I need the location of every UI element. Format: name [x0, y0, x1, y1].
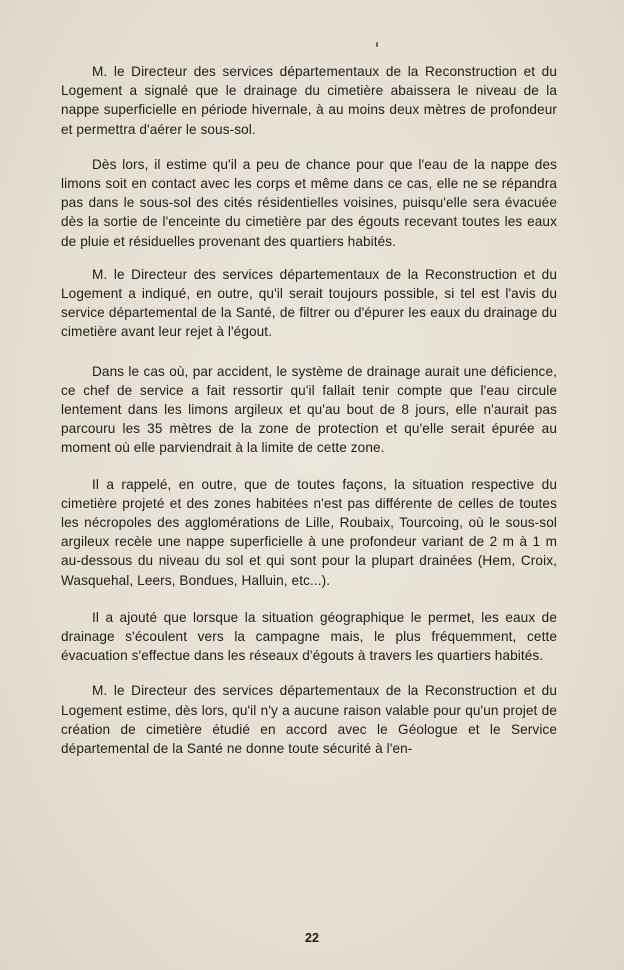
paragraph-5: Il a rappelé, en outre, que de toutes façons, la situation respective du cimetière projeté et des zones habitées n'est pas différente de celles de toutes les nécropoles des agglomérations de Lille, Roubaix, Tourcoing, où le sous-sol argileux recèle une nappe superficielle à une profondeur variant de 2 m à 1 m au-dessous du niveau du sol et qui sont pour la plupart drainées (Hem, Croix, Wasquehal, Leers, Bondues, Halluin, etc...). [61, 476, 557, 588]
paragraph-7: M. le Directeur des services départementaux de la Reconstruction et du Logement estime, dès lors, qu'il n'y a aucune raison valable pour qu'un projet de création de cimetière étudié en accord avec le Géologue et le Service départemental de la Santé ne donne toute sécurité à l'en- [61, 683, 557, 757]
paragraph-3: M. le Directeur des services départementaux de la Reconstruction et du Logement a indiqué, en outre, qu'il serait toujours possible, si tel est l'avis du service départemental de la Santé, de filtrer ou d'épurer les eaux du drainage du cimetière avant leur rejet à l'égout. [61, 266, 557, 340]
paragraph-1: M. le Directeur des services départementaux de la Reconstruction et du Logement a signalé que le drainage du cimetière abaissera le niveau de la nappe superficielle en période hivernale, à au moins deux mètres de profondeur et permettra d'aérer le sous-sol. [61, 64, 557, 137]
body-text [61, 62, 557, 774]
paragraph-4: Dans le cas où, par accident, le système de drainage aurait une déficience, ce chef de service a fait ressortir qu'il fallait tenir compte que l'eau circule lentement dans les limons argileux et qu'au bout de 8 jours, elle n'aurait pas parcouru les 35 mètres de la zone de protection et qu'elle serait épurée au moment où elle parviendrait à la limite de cette zone. [61, 363, 557, 456]
paragraph-2: Dès lors, il estime qu'il a peu de chance pour que l'eau de la nappe des limons soit en contact avec les corps et même dans ce cas, elle ne se répandra pas dans le sous-sol des cités résidentielles voisines, puisqu'elle sera évacuée dès la sortie de l'enceinte du cimetière par des égouts recevant toutes les eaux de pluie et résiduelles provenant des quartiers habités. [61, 156, 557, 249]
print-speck [376, 42, 378, 47]
paragraph-6: Il a ajouté que lorsque la situation géographique le permet, les eaux de drainage s'écoulent vers la campagne mais, le plus fréquemment, cette évacuation s'effectue dans les réseaux d'égouts à travers les quartiers habités. [61, 609, 557, 664]
page-number: 22 [305, 931, 319, 945]
